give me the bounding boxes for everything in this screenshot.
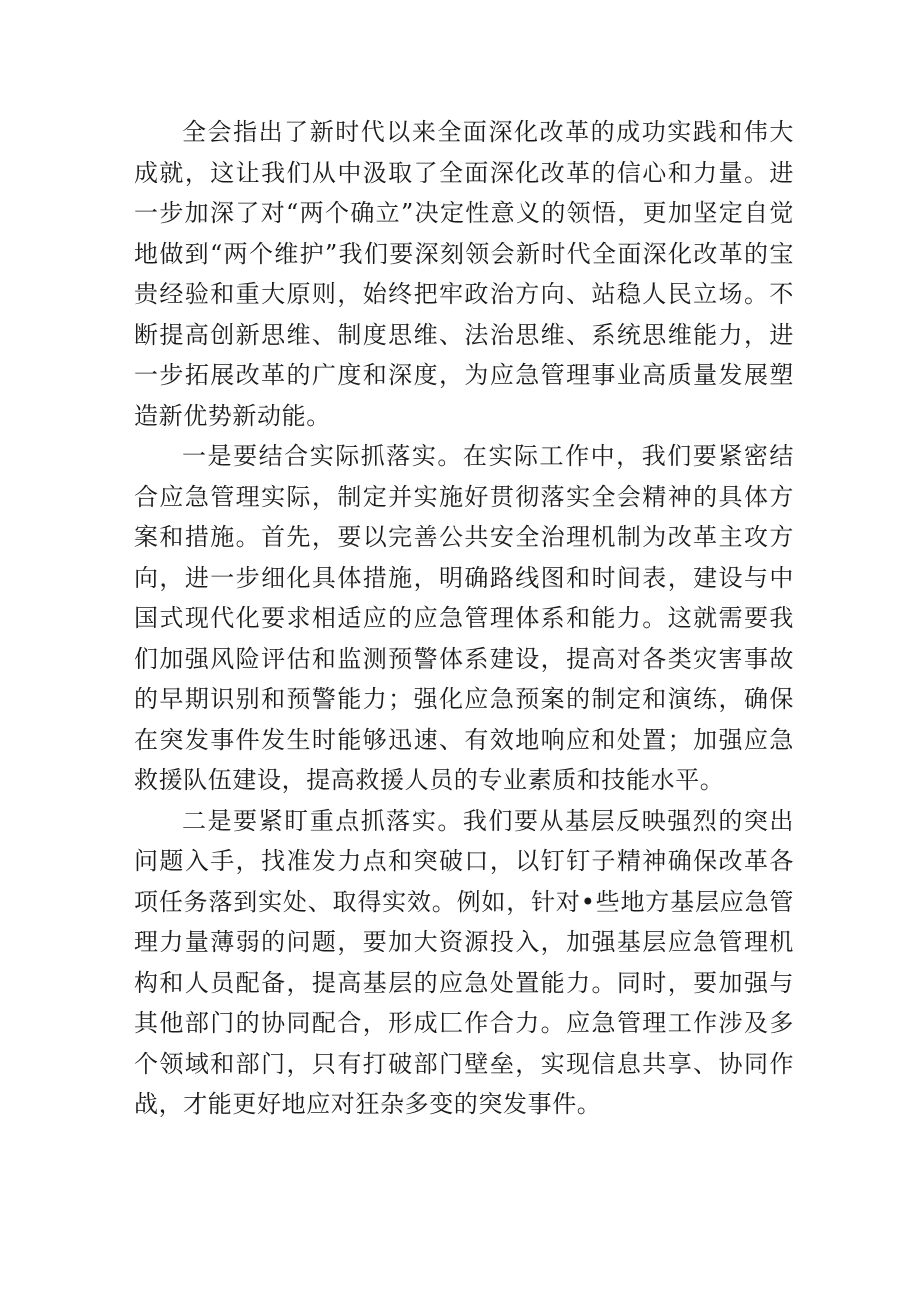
document-body — [134, 112, 794, 1125]
paragraph-intro: 全会指出了新时代以来全面深化改革的成功实践和伟大成就，这让我们从中汲取了全面深化改革的信心和力量。进一步加深了对“两个确立”决定性意义的领悟，更加坚定自觉地做到“两个维护”我们要深刻领会新时代全面深化改革的宝贵经验和重大原则，始终把牢政治方向、站稳人民立场。不断提高创新思维、制度思维、法治思维、系统思维能力，进一步拓展改革的广度和深度，为应急管理事业高质量发展塑造新优势新动能。 — [134, 118, 794, 430]
paragraph-point-two: 二是要紧盯重点抓落实。我们要从基层反映强烈的突出问题入手，找准发力点和突破口，以钉钉子精神确保改革各项任务落到实处、取得实效。例如，针对•些地方基层应急管理力量薄弱的问题，要加大资源投入，加强基层应急管理机构和人员配备，提高基层的应急处置能力。同时，要加强与其他部门的协同配合，形成匚作合力。应急管理工作涉及多个领域和部门，只有打破部门壁垒，实现信息共享、协同作战，才能更好地应对狂杂多变的突发事件。 — [134, 806, 794, 1118]
paragraph-point-one: 一是要结合实际抓落实。在实际工作中，我们要紧密结合应急管理实际，制定并实施好贯彻落实全会精神的具体方案和措施。首先，要以完善公共安全治理机制为改革主攻方向，进一步细化具体措施，明确路线图和时间表，建设与中国式现代化要求相适应的应急管理体系和能力。这就需要我们加强风险评估和监测预警体系建设，提高对各类灾害事故的早期识别和预警能力；强化应急预案的制定和演练，确保在突发事件发生时能够迅速、有效地响应和处置；加强应急救援队伍建设，提高救援人员的专业素质和技能水平。 — [134, 442, 794, 794]
